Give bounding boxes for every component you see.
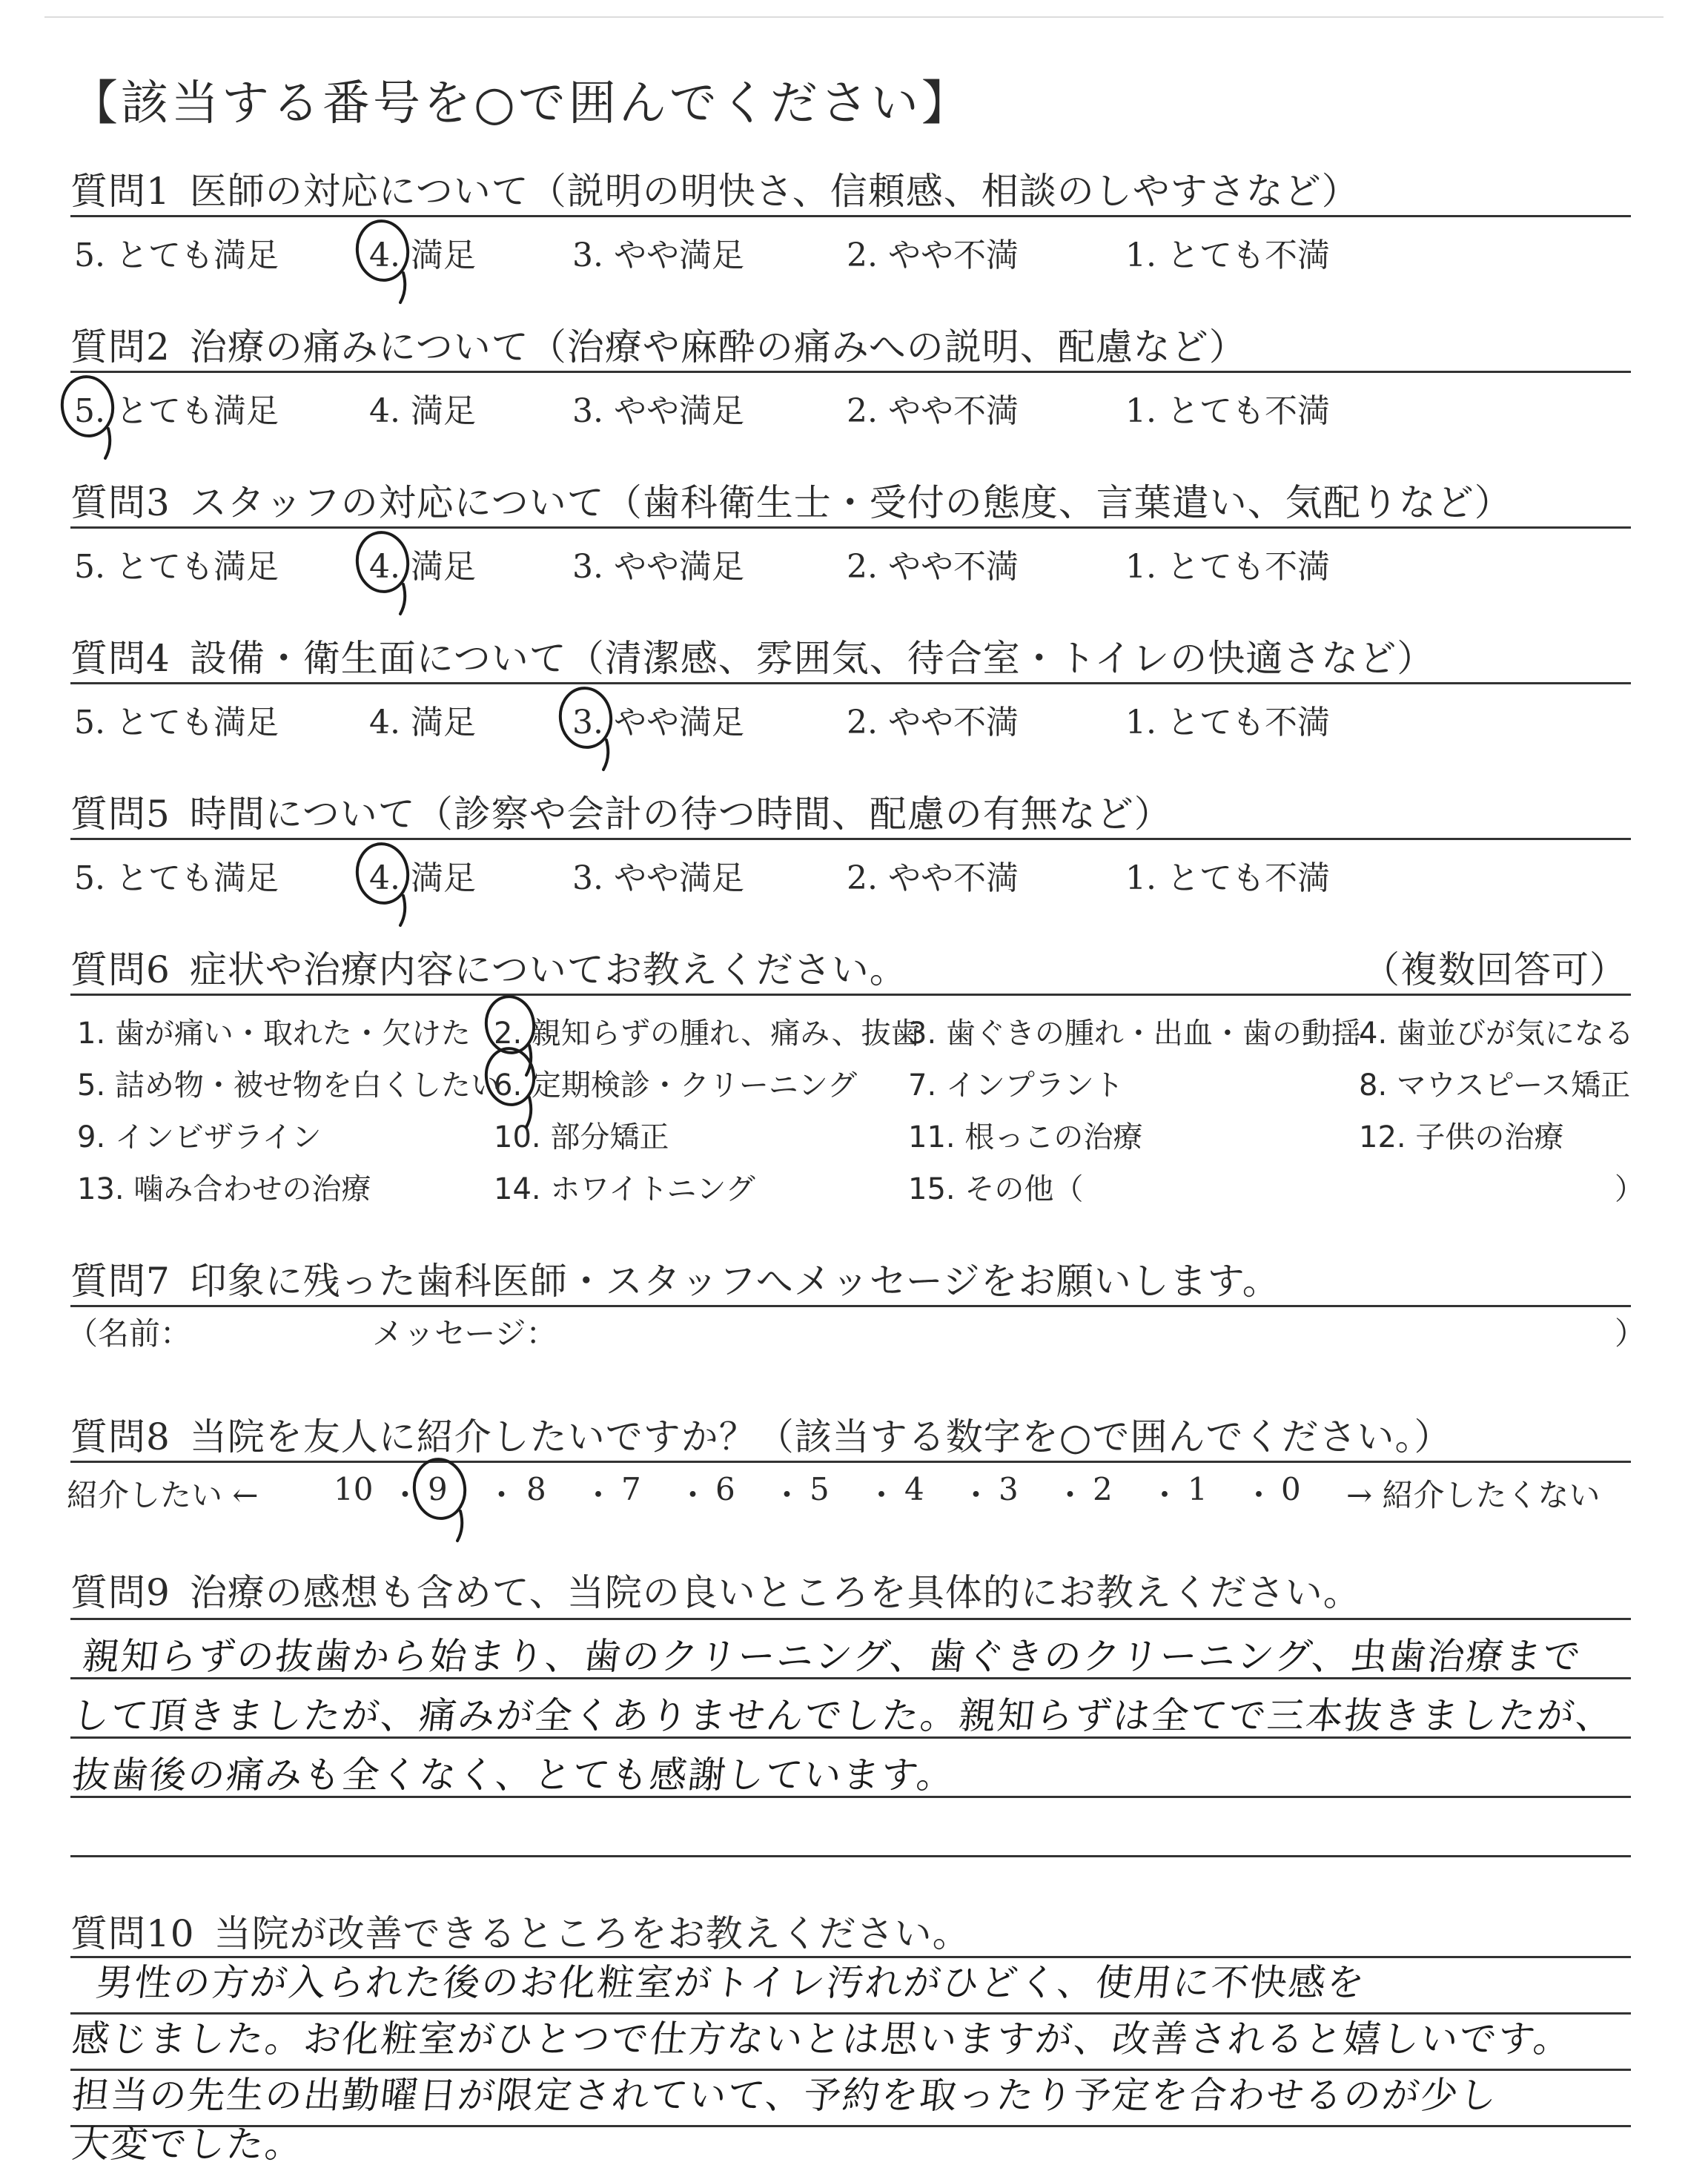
q4-option-1[interactable]: 1. とても不満	[1125, 704, 1330, 741]
q2-option-3[interactable]: 3. やや満足	[572, 392, 744, 430]
question-7-heading	[70, 1252, 1280, 1305]
question-number: 質問4	[70, 637, 171, 680]
rule	[70, 526, 1631, 529]
selected-circle-q4-tail	[603, 740, 608, 770]
rule	[70, 1305, 1631, 1307]
question-text: 時間について（診察や会計の待つ時間、配慮の有無など）	[189, 793, 1172, 836]
rule	[70, 682, 1631, 684]
question-number: 質問9	[70, 1571, 171, 1614]
scale-value-6[interactable]: 6	[715, 1471, 735, 1507]
scale-value-8[interactable]: 8	[526, 1471, 546, 1507]
symptom-option-9[interactable]: 9. インビザライン	[77, 1120, 322, 1154]
top-border	[44, 16, 1664, 18]
q1-option-5[interactable]: 5. とても満足	[74, 237, 279, 274]
page-title: 【該当する番号を○で囲んでください】	[70, 76, 972, 131]
q3-option-5[interactable]: 5. とても満足	[74, 548, 279, 586]
message-close-paren: ）	[1615, 1315, 1646, 1352]
scale-value-4[interactable]: 4	[904, 1471, 924, 1507]
scale-value-3[interactable]: 3	[999, 1471, 1019, 1507]
symptom-option-6[interactable]: 6. 定期検診・クリーニング	[494, 1068, 858, 1103]
q2-option-2[interactable]: 2. やや不満	[847, 392, 1019, 430]
answer-10-line-2: 感じました。お化粧室がひとつで仕方ないとは思いますが、改善されると嬉しいです。	[70, 2017, 1575, 2060]
selected-circle-q1-tail	[400, 273, 405, 303]
selected-circle-q3-tail	[400, 584, 405, 614]
q2-option-1[interactable]: 1. とても不満	[1125, 392, 1330, 430]
question-text: 医師の対応について（説明の明快さ、信頼感、相談のしやすさなど）	[189, 170, 1360, 213]
answer-10-line-3: 担当の先生の出勤曜日が限定されていて、予約を取ったり予定を合わせるのが少し	[70, 2074, 1500, 2117]
recommend-right-label: → 紹介したくない	[1346, 1477, 1601, 1513]
symptom-option-11[interactable]: 11. 根っこの治療	[908, 1120, 1143, 1154]
scale-separator: ・	[1149, 1477, 1181, 1513]
question-text: 当院が改善できるところをお教えください。	[214, 1912, 970, 1955]
message-label: メッセージ：	[372, 1315, 557, 1352]
question-number: 質問5	[70, 793, 171, 836]
symptom-option-10[interactable]: 10. 部分矯正	[494, 1120, 669, 1154]
symptom-option-13[interactable]: 13. 噛み合わせの治療	[77, 1172, 371, 1206]
selected-circle-q2-tail	[105, 429, 110, 458]
selected-circle-q5-tail	[400, 896, 405, 925]
q4-option-4[interactable]: 4. 満足	[369, 704, 476, 741]
question-text: 当院を友人に紹介したいですか？（該当する数字を○で囲んでください。）	[189, 1415, 1452, 1458]
symptom-option-4[interactable]: 4. 歯並びが気になる	[1359, 1017, 1634, 1051]
selected-circle-q8-tail	[457, 1511, 462, 1541]
multiple-answer-note: （複数回答可）	[1363, 948, 1627, 991]
q5-option-1[interactable]: 1. とても不満	[1125, 859, 1330, 897]
rule	[70, 215, 1631, 217]
question-number: 質問10	[70, 1912, 195, 1955]
question-number: 質問2	[70, 325, 171, 369]
q5-option-4[interactable]: 4. 満足	[369, 859, 476, 897]
scale-value-2[interactable]: 2	[1093, 1471, 1113, 1507]
symptom-option-12[interactable]: 12. 子供の治療	[1359, 1120, 1564, 1154]
symptom-option-1[interactable]: 1. 歯が痛い・取れた・欠けた	[77, 1017, 471, 1051]
symptom-option-15[interactable]: 15. その他（	[908, 1172, 1084, 1206]
rule	[70, 838, 1631, 840]
q3-option-3[interactable]: 3. やや満足	[572, 548, 744, 586]
question-number: 質問6	[70, 948, 171, 991]
symptom-option-2[interactable]: 2. 親知らずの腫れ、痛み、抜歯	[494, 1017, 921, 1051]
answer-9-line-2: して頂きましたが、痛みが全くありませんでした。親知らずは全てで三本抜きましたが、	[70, 1694, 1617, 1737]
symptom-option-5[interactable]: 5. 詰め物・被せ物を白くしたい	[77, 1068, 500, 1103]
question-text: 治療の感想も含めて、当院の良いところを具体的にお教えください。	[189, 1571, 1361, 1614]
answer-10-line-1: 男性の方が入られた後のお化粧室がトイレ汚れがひどく、使用に不快感を	[93, 1961, 1368, 2004]
rule	[70, 1461, 1631, 1463]
scale-value-5[interactable]: 5	[810, 1471, 830, 1507]
q4-option-2[interactable]: 2. やや不満	[847, 704, 1019, 741]
scale-separator: ・	[486, 1477, 517, 1513]
scale-separator: ・	[389, 1477, 421, 1513]
q5-option-2[interactable]: 2. やや不満	[847, 859, 1019, 897]
scale-separator: ・	[866, 1477, 898, 1513]
question-8-heading	[70, 1407, 1452, 1461]
scale-value-0[interactable]: 0	[1281, 1471, 1301, 1507]
question-text: 設備・衛生面について（清潔感、雰囲気、待合室・トイレの快適さなど）	[189, 637, 1435, 680]
question-number: 質問1	[70, 170, 171, 213]
scale-separator: ・	[960, 1477, 992, 1513]
question-4-heading	[70, 629, 1434, 682]
question-3-heading	[70, 473, 1512, 526]
scale-separator: ・	[1243, 1477, 1275, 1513]
q5-option-3[interactable]: 3. やや満足	[572, 859, 744, 897]
scale-separator: ・	[771, 1477, 803, 1513]
symptom-option-14[interactable]: 14. ホワイトニング	[494, 1172, 755, 1206]
question-6-heading	[70, 940, 907, 994]
other-close-paren: ）	[1615, 1172, 1644, 1206]
question-text: 印象に残った歯科医師・スタッフへメッセージをお願いします。	[189, 1260, 1280, 1303]
scale-separator: ・	[677, 1477, 709, 1513]
question-number: 質問7	[70, 1260, 171, 1303]
question-1-heading	[70, 162, 1360, 215]
question-2-heading	[70, 317, 1247, 371]
symptom-option-3[interactable]: 3. 歯ぐきの腫れ・出血・歯の動揺	[908, 1017, 1361, 1051]
recommend-left-label: 紹介したい ←	[67, 1477, 259, 1513]
answer-9-line-1: 親知らずの抜歯から始まり、歯のクリーニング、歯ぐきのクリーニング、虫歯治療まで	[80, 1635, 1584, 1678]
scale-value-1[interactable]: 1	[1188, 1471, 1208, 1507]
answer-9-line-3: 抜歯後の痛みも全くなく、とても感謝しています。	[70, 1754, 958, 1797]
question-text: 治療の痛みについて（治療や麻酔の痛みへの説明、配慮など）	[189, 325, 1247, 369]
rule	[70, 994, 1631, 996]
q1-option-2[interactable]: 2. やや不満	[847, 237, 1019, 274]
q1-option-1[interactable]: 1. とても不満	[1125, 237, 1330, 274]
q1-option-4[interactable]: 4. 満足	[369, 237, 476, 274]
question-number: 質問8	[70, 1415, 171, 1458]
rule	[70, 371, 1631, 373]
question-9-heading	[70, 1563, 1361, 1616]
q4-option-3[interactable]: 3. やや満足	[572, 704, 744, 741]
scale-value-10[interactable]: 10	[334, 1471, 374, 1507]
symptom-option-7[interactable]: 7. インプラント	[908, 1068, 1124, 1103]
question-text: 症状や治療内容についてお教えください。	[189, 948, 907, 991]
symptom-option-8[interactable]: 8. マウスピース矯正	[1359, 1068, 1631, 1103]
q4-option-5[interactable]: 5. とても満足	[74, 704, 279, 741]
q1-option-3[interactable]: 3. やや満足	[572, 237, 744, 274]
question-5-heading	[70, 784, 1172, 838]
question-10-heading	[70, 1904, 970, 1957]
question-number: 質問3	[70, 481, 171, 524]
scale-value-9[interactable]: 9	[428, 1471, 448, 1507]
q3-option-2[interactable]: 2. やや不満	[847, 548, 1019, 586]
scale-value-7[interactable]: 7	[621, 1471, 641, 1507]
answer-10-line-4: 大変でした。	[70, 2123, 306, 2166]
q3-option-1[interactable]: 1. とても不満	[1125, 548, 1330, 586]
scale-separator: ・	[583, 1477, 615, 1513]
q2-option-4[interactable]: 4. 満足	[369, 392, 476, 430]
q5-option-5[interactable]: 5. とても満足	[74, 859, 279, 897]
scale-separator: ・	[1054, 1477, 1086, 1513]
question-text: スタッフの対応について（歯科衛生士・受付の態度、言葉遣い、気配りなど）	[189, 481, 1512, 524]
name-label: （名前：	[67, 1315, 192, 1352]
q3-option-4[interactable]: 4. 満足	[369, 548, 476, 586]
q2-option-5[interactable]: 5. とても満足	[74, 392, 279, 430]
rule	[70, 1618, 1631, 1620]
rule	[70, 1855, 1631, 1857]
